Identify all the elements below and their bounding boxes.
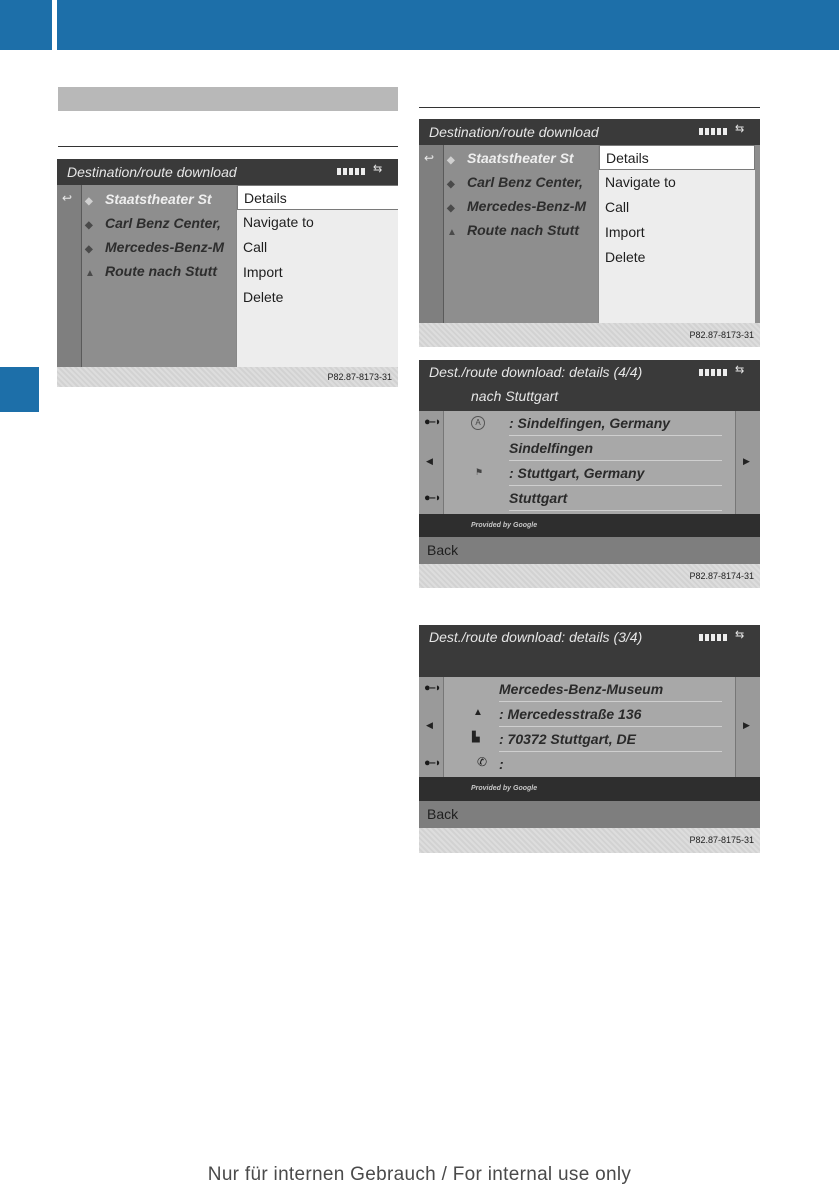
list-item-label: Carl Benz Center, bbox=[467, 174, 583, 190]
signal-strength-icon bbox=[699, 369, 729, 376]
menu-item-details[interactable]: Details bbox=[599, 145, 755, 170]
back-strip[interactable] bbox=[57, 185, 82, 367]
connection-icon: ⇆ bbox=[373, 163, 383, 175]
menu-item-navigate-to[interactable]: Navigate to bbox=[243, 214, 314, 230]
link-icon[interactable]: ●–◗ bbox=[424, 757, 441, 769]
signal-strength-icon bbox=[337, 168, 367, 175]
menu-item-call[interactable]: Call bbox=[605, 199, 630, 215]
next-button[interactable] bbox=[735, 677, 760, 777]
list-item-label: Staatstheater St bbox=[105, 191, 212, 207]
list-item[interactable] bbox=[447, 146, 574, 170]
details-subtitle: nach Stuttgart bbox=[471, 388, 559, 404]
list-item[interactable] bbox=[85, 235, 224, 259]
destination-icon: ◆ bbox=[85, 220, 93, 231]
screen-destination-download-2 bbox=[419, 119, 760, 347]
menu-item-details[interactable]: Details bbox=[237, 185, 398, 210]
list-item-label: Mercedes-Benz-M bbox=[467, 198, 587, 214]
section-rule-right bbox=[419, 107, 760, 108]
link-icon[interactable]: ●–◗ bbox=[424, 492, 441, 504]
details-title: Dest./route download: details (3/4) bbox=[429, 629, 643, 645]
menu-item-import[interactable]: Import bbox=[243, 264, 283, 280]
section-rule-left bbox=[58, 146, 398, 147]
details-body bbox=[419, 677, 760, 777]
list-item-label: Mercedes-Benz-M bbox=[105, 239, 225, 255]
list-item[interactable] bbox=[447, 170, 583, 194]
right-arrow-icon[interactable]: ▶ bbox=[743, 455, 750, 466]
list-item-label: Route nach Stutt bbox=[467, 222, 579, 238]
street-icon: ▲ bbox=[473, 707, 483, 718]
list-item[interactable] bbox=[85, 211, 221, 235]
screen-route-details-3of4 bbox=[419, 625, 760, 853]
next-button[interactable] bbox=[735, 411, 760, 514]
back-arrow-icon[interactable]: ↩ bbox=[62, 191, 73, 205]
back-button[interactable]: Back bbox=[419, 801, 760, 828]
signal-strength-icon bbox=[699, 128, 729, 135]
list-item[interactable] bbox=[447, 194, 586, 218]
detail-row: : 70372 Stuttgart, DE bbox=[499, 727, 722, 752]
menu-item-delete[interactable]: Delete bbox=[243, 289, 284, 305]
destination-icon: ◆ bbox=[85, 196, 93, 207]
screen-title-text: Destination/route download bbox=[429, 124, 599, 140]
detail-row: : Stuttgart, Germany bbox=[509, 461, 722, 486]
list-item-label: Staatstheater St bbox=[467, 150, 574, 166]
figure-reference: P82.87-8174-31 bbox=[419, 564, 760, 588]
detail-row: : bbox=[499, 756, 504, 772]
details-title-bar bbox=[419, 360, 760, 411]
route-icon: ▲ bbox=[85, 268, 95, 279]
chapter-tab bbox=[0, 367, 39, 412]
back-arrow-icon[interactable]: ↩ bbox=[424, 151, 435, 165]
detail-row: Stuttgart bbox=[509, 486, 722, 511]
detail-row: Sindelfingen bbox=[509, 436, 722, 461]
list-item-label: Route nach Stutt bbox=[105, 263, 217, 279]
list-item[interactable] bbox=[85, 259, 217, 283]
provided-by-google: Provided by Google bbox=[419, 514, 760, 537]
destination-icon: ◆ bbox=[447, 155, 455, 166]
back-strip[interactable] bbox=[419, 145, 444, 323]
details-body bbox=[419, 411, 760, 514]
detail-row: : Sindelfingen, Germany bbox=[509, 411, 722, 436]
phone-icon[interactable]: ✆ bbox=[477, 755, 488, 769]
detail-row: Mercedes-Benz-Museum bbox=[499, 677, 722, 702]
menu-item-navigate-to[interactable]: Navigate to bbox=[605, 174, 676, 190]
menu-item-delete[interactable]: Delete bbox=[605, 249, 646, 265]
screen-destination-download-1 bbox=[57, 159, 398, 387]
flag-icon: ⚑ bbox=[475, 467, 484, 477]
destination-icon: ◆ bbox=[447, 179, 455, 190]
screen-title-text: Destination/route download bbox=[67, 164, 237, 180]
screen-route-details-4of4 bbox=[419, 360, 760, 588]
list-item-label: Carl Benz Center, bbox=[105, 215, 221, 231]
start-icon: A bbox=[471, 416, 485, 430]
menu-item-import[interactable]: Import bbox=[605, 224, 645, 240]
internal-use-watermark: Nur für internen Gebrauch / For internal use only bbox=[207, 1164, 632, 1185]
connection-icon: ⇆ bbox=[735, 364, 745, 376]
header-bar bbox=[0, 0, 839, 50]
detail-row: : Mercedesstraße 136 bbox=[499, 702, 722, 727]
connection-icon: ⇆ bbox=[735, 123, 745, 135]
left-arrow-icon[interactable]: ◀ bbox=[426, 455, 433, 466]
back-button[interactable]: Back bbox=[419, 537, 760, 564]
section-heading-bar bbox=[58, 87, 398, 111]
city-icon: ▙ bbox=[472, 732, 480, 743]
figure-reference: P82.87-8173-31 bbox=[57, 367, 398, 387]
link-icon[interactable]: ●–◗ bbox=[424, 416, 441, 428]
connection-icon: ⇆ bbox=[735, 629, 745, 641]
left-arrow-icon[interactable]: ◀ bbox=[426, 720, 433, 730]
link-icon[interactable]: ●–◗ bbox=[424, 682, 441, 694]
context-menu bbox=[236, 185, 398, 367]
route-icon: ▲ bbox=[447, 227, 457, 238]
destination-icon: ◆ bbox=[85, 244, 93, 255]
destination-icon: ◆ bbox=[447, 203, 455, 214]
provided-by-google: Provided by Google bbox=[419, 777, 760, 801]
right-arrow-icon[interactable]: ▶ bbox=[743, 720, 750, 730]
details-title: Dest./route download: details (4/4) bbox=[429, 364, 643, 380]
context-menu bbox=[598, 145, 755, 323]
figure-reference: P82.87-8175-31 bbox=[419, 828, 760, 853]
header-divider bbox=[52, 0, 57, 50]
figure-reference: P82.87-8173-31 bbox=[419, 323, 760, 347]
signal-strength-icon bbox=[699, 634, 729, 641]
menu-item-call[interactable]: Call bbox=[243, 239, 268, 255]
details-title-bar bbox=[419, 625, 760, 677]
list-item[interactable] bbox=[447, 218, 579, 242]
list-item[interactable] bbox=[85, 187, 212, 211]
